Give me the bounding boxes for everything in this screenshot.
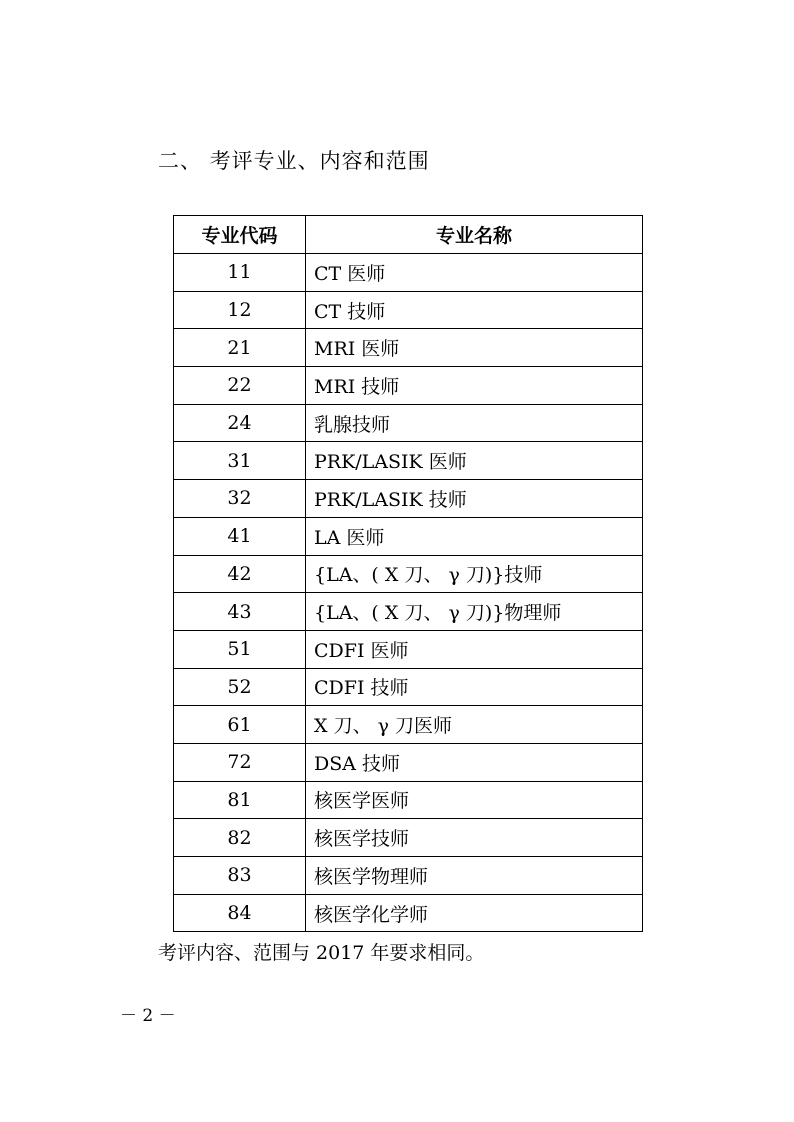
specialty-code-cell: 24 [174, 404, 306, 442]
specialty-code-cell: 22 [174, 367, 306, 405]
specialty-name-cell: X 刀、 γ 刀医师 [306, 706, 643, 744]
specialty-name-cell: 核医学化学师 [306, 894, 643, 932]
table-row [174, 555, 643, 593]
specialty-name-cell: 乳腺技师 [306, 404, 643, 442]
specialty-code-cell: 42 [174, 555, 306, 593]
table-row [174, 630, 643, 668]
table-row [174, 254, 643, 292]
specialty-name-cell: 核医学技师 [306, 819, 643, 857]
column-header-code: 专业代码 [174, 216, 306, 254]
specialty-name-cell: CDFI 医师 [306, 630, 643, 668]
specialty-code-cell: 12 [174, 291, 306, 329]
table-row [174, 329, 643, 367]
table-row [174, 593, 643, 631]
table-row [174, 781, 643, 819]
specialty-name-cell: CT 技师 [306, 291, 643, 329]
specialty-name-cell: 核医学医师 [306, 781, 643, 819]
specialty-name-cell: DSA 技师 [306, 743, 643, 781]
column-header-name: 专业名称 [306, 216, 643, 254]
table-row [174, 668, 643, 706]
table-row [174, 367, 643, 405]
table-row [174, 480, 643, 518]
table-row [174, 442, 643, 480]
table-body [174, 254, 643, 932]
specialty-code-cell: 41 [174, 517, 306, 555]
specialty-table [173, 215, 643, 932]
table-row [174, 894, 643, 932]
specialty-code-cell: 61 [174, 706, 306, 744]
specialty-name-cell: {LA、( X 刀、 γ 刀)}技师 [306, 555, 643, 593]
specialty-code-cell: 84 [174, 894, 306, 932]
section-heading: 二、 考评专业、内容和范围 [158, 149, 430, 173]
page-number: － 2 － [120, 1006, 176, 1026]
specialty-name-cell: {LA、( X 刀、 γ 刀)}物理师 [306, 593, 643, 631]
specialty-code-cell: 51 [174, 630, 306, 668]
table-header-row [174, 216, 643, 254]
specialty-code-cell: 11 [174, 254, 306, 292]
specialty-name-cell: PRK/LASIK 技师 [306, 480, 643, 518]
specialty-name-cell: MRI 技师 [306, 367, 643, 405]
specialty-name-cell: CT 医师 [306, 254, 643, 292]
specialty-name-cell: 核医学物理师 [306, 857, 643, 895]
specialty-code-cell: 81 [174, 781, 306, 819]
specialty-name-cell: LA 医师 [306, 517, 643, 555]
specialty-code-cell: 32 [174, 480, 306, 518]
table-row [174, 706, 643, 744]
specialty-code-cell: 72 [174, 743, 306, 781]
specialty-code-cell: 21 [174, 329, 306, 367]
table-row [174, 517, 643, 555]
table-row [174, 819, 643, 857]
specialty-name-cell: MRI 医师 [306, 329, 643, 367]
specialty-code-cell: 83 [174, 857, 306, 895]
table-row [174, 291, 643, 329]
table-row [174, 857, 643, 895]
specialty-code-cell: 52 [174, 668, 306, 706]
specialty-name-cell: CDFI 技师 [306, 668, 643, 706]
table-row [174, 743, 643, 781]
specialty-name-cell: PRK/LASIK 医师 [306, 442, 643, 480]
specialty-code-cell: 82 [174, 819, 306, 857]
specialty-code-cell: 31 [174, 442, 306, 480]
specialty-code-cell: 43 [174, 593, 306, 631]
note-text: 考评内容、范围与 2017 年要求相同。 [158, 942, 485, 964]
table-row [174, 404, 643, 442]
